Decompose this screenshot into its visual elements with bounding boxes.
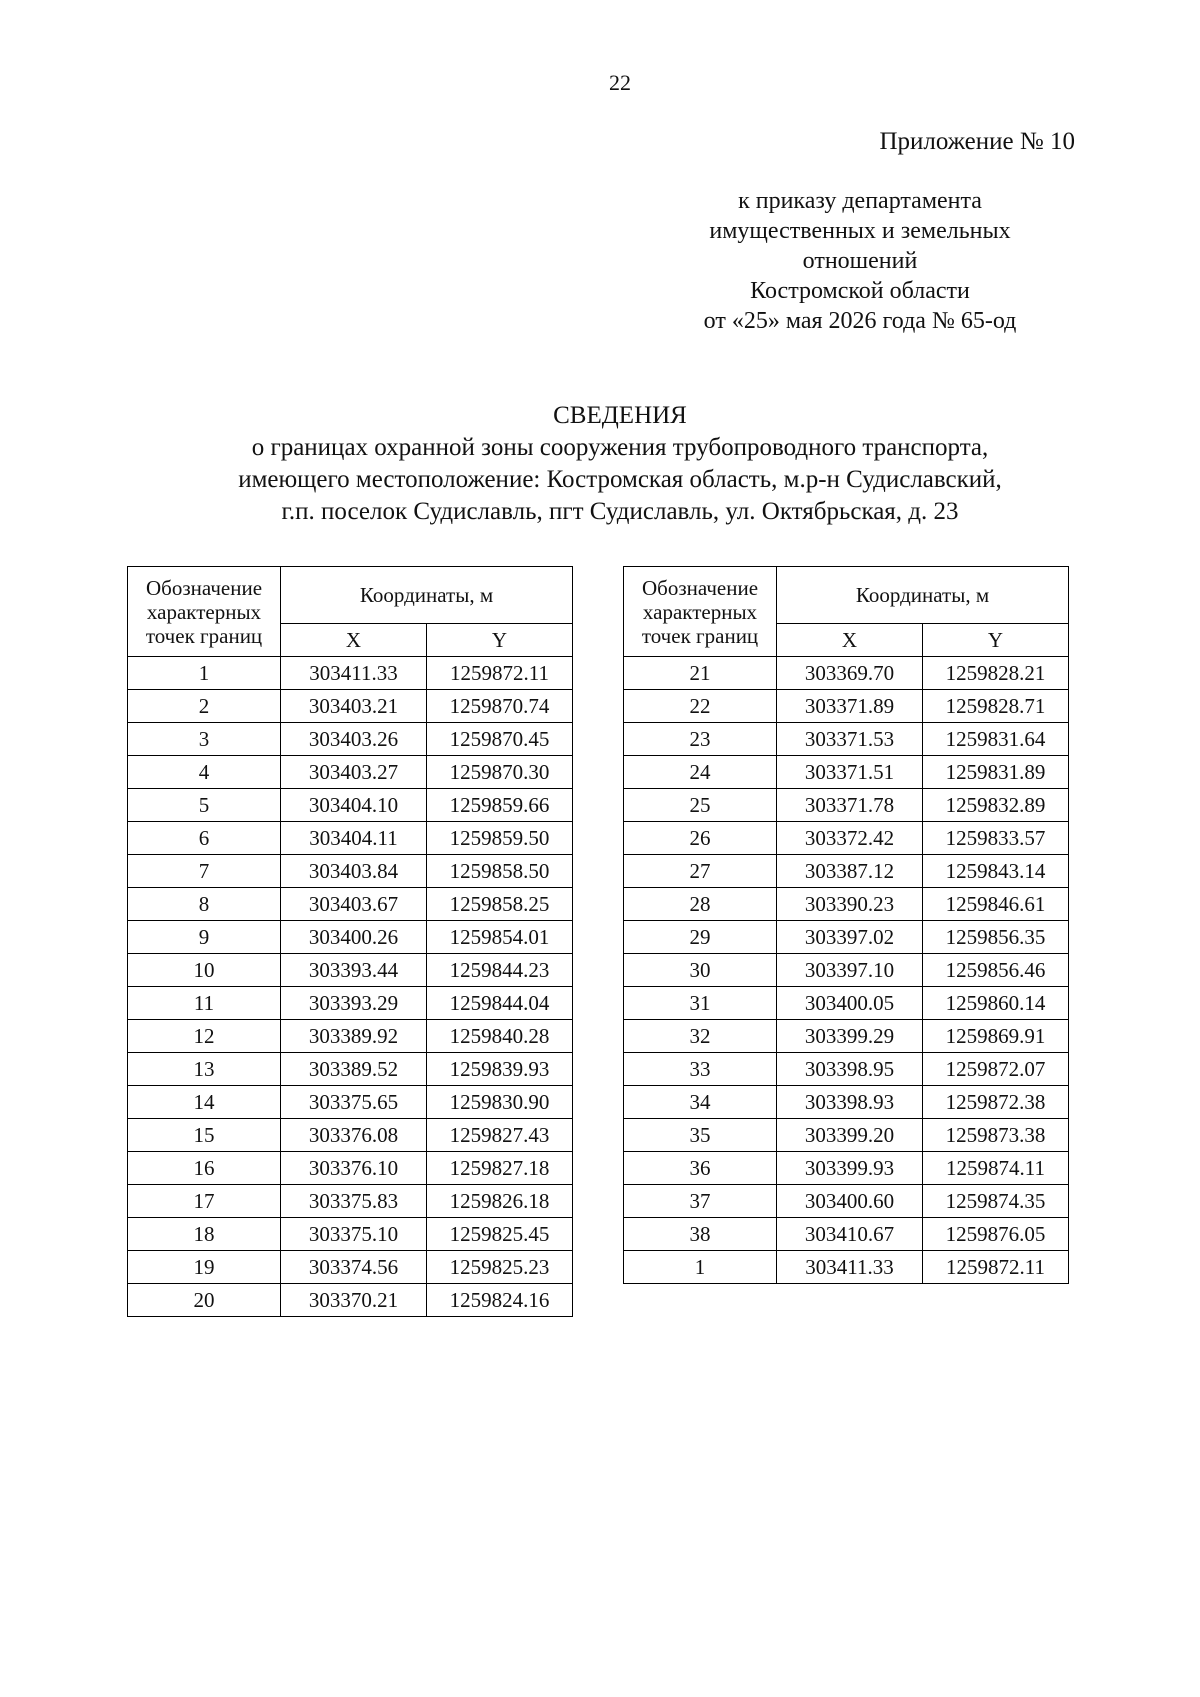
x-column-header: X (281, 624, 427, 657)
x-coordinate-cell: 303403.67 (281, 888, 427, 921)
heading-line: имеющего местоположение: Костромская область, м.р-н Судиславский, (238, 466, 1002, 493)
table-row (128, 954, 573, 987)
x-coordinate-cell: 303375.65 (281, 1086, 427, 1119)
point-number-cell: 23 (624, 723, 777, 756)
y-coordinate-cell: 1259874.35 (923, 1185, 1069, 1218)
x-coordinate-cell: 303403.21 (281, 690, 427, 723)
x-coordinate-cell: 303397.10 (777, 954, 923, 987)
x-coordinate-cell: 303397.02 (777, 921, 923, 954)
table-row (128, 1218, 573, 1251)
heading-line: о границах охранной зоны сооружения трубопроводного транспорта, (251, 434, 989, 461)
x-coordinate-cell: 303400.05 (777, 987, 923, 1020)
point-number-cell: 18 (128, 1218, 281, 1251)
y-coordinate-cell: 1259844.04 (427, 987, 573, 1020)
point-number-cell: 35 (624, 1119, 777, 1152)
point-number-cell: 6 (128, 822, 281, 855)
table-row (128, 690, 573, 723)
y-coordinate-cell: 1259870.30 (427, 756, 573, 789)
point-number-cell: 2 (128, 690, 281, 723)
point-number-cell: 26 (624, 822, 777, 855)
point-column-header: Обозначение характерных точек границ (128, 567, 281, 657)
point-number-cell: 20 (128, 1284, 281, 1317)
y-coordinate-cell: 1259843.14 (923, 855, 1069, 888)
point-number-cell: 34 (624, 1086, 777, 1119)
heading-line: г.п. поселок Судиславль, пгт Судиславль, ул. Октябрьская, д. 23 (281, 498, 959, 525)
table-row (128, 921, 573, 954)
point-number-cell: 13 (128, 1053, 281, 1086)
table-row (128, 855, 573, 888)
x-coordinate-cell: 303399.29 (777, 1020, 923, 1053)
table-row (128, 1185, 573, 1218)
x-coordinate-cell: 303393.29 (281, 987, 427, 1020)
y-coordinate-cell: 1259872.07 (923, 1053, 1069, 1086)
x-coordinate-cell: 303374.56 (281, 1251, 427, 1284)
order-ref-line: Костромской области (750, 278, 970, 304)
y-coordinate-cell: 1259874.11 (923, 1152, 1069, 1185)
y-column-header: Y (923, 624, 1069, 657)
table-row (128, 1053, 573, 1086)
table-row (624, 1053, 1069, 1086)
order-ref-line: имущественных и земельных (709, 218, 1011, 244)
x-coordinate-cell: 303400.26 (281, 921, 427, 954)
x-coordinate-cell: 303400.60 (777, 1185, 923, 1218)
point-number-cell: 36 (624, 1152, 777, 1185)
table-row (128, 888, 573, 921)
point-number-cell: 10 (128, 954, 281, 987)
y-coordinate-cell: 1259831.64 (923, 723, 1069, 756)
order-ref-line: от «25» мая 2026 года № 65-од (703, 308, 1017, 334)
x-coordinate-cell: 303375.10 (281, 1218, 427, 1251)
x-coordinate-cell: 303387.12 (777, 855, 923, 888)
y-coordinate-cell: 1259827.43 (427, 1119, 573, 1152)
point-number-cell: 3 (128, 723, 281, 756)
point-number-cell: 31 (624, 987, 777, 1020)
point-number-cell: 4 (128, 756, 281, 789)
table-row (128, 756, 573, 789)
table-row (624, 657, 1069, 690)
y-coordinate-cell: 1259858.25 (427, 888, 573, 921)
coordinates-column-header: Координаты, м (281, 567, 573, 624)
table-row (128, 723, 573, 756)
table-row (624, 1119, 1069, 1152)
table-row (128, 789, 573, 822)
point-number-cell: 9 (128, 921, 281, 954)
table-row (128, 987, 573, 1020)
x-coordinate-cell: 303404.11 (281, 822, 427, 855)
x-coordinate-cell: 303369.70 (777, 657, 923, 690)
y-coordinate-cell: 1259854.01 (427, 921, 573, 954)
table-row (624, 888, 1069, 921)
table-row (624, 1086, 1069, 1119)
table-row (128, 1020, 573, 1053)
x-coordinate-cell: 303403.84 (281, 855, 427, 888)
x-coordinate-cell: 303371.51 (777, 756, 923, 789)
point-number-cell: 1 (128, 657, 281, 690)
y-coordinate-cell: 1259860.14 (923, 987, 1069, 1020)
coordinates-column-header: Координаты, м (777, 567, 1069, 624)
x-coordinate-cell: 303371.89 (777, 690, 923, 723)
point-number-cell: 22 (624, 690, 777, 723)
x-coordinate-cell: 303376.08 (281, 1119, 427, 1152)
y-coordinate-cell: 1259828.71 (923, 690, 1069, 723)
y-coordinate-cell: 1259832.89 (923, 789, 1069, 822)
point-number-cell: 25 (624, 789, 777, 822)
y-coordinate-cell: 1259840.28 (427, 1020, 573, 1053)
order-ref-line: к приказу департамента (738, 188, 982, 214)
point-column-header: Обозначение характерных точек границ (624, 567, 777, 657)
point-number-cell: 29 (624, 921, 777, 954)
y-coordinate-cell: 1259833.57 (923, 822, 1069, 855)
x-coordinate-cell: 303393.44 (281, 954, 427, 987)
point-number-cell: 28 (624, 888, 777, 921)
point-number-cell: 12 (128, 1020, 281, 1053)
x-coordinate-cell: 303372.42 (777, 822, 923, 855)
y-coordinate-cell: 1259856.35 (923, 921, 1069, 954)
point-number-cell: 38 (624, 1218, 777, 1251)
y-coordinate-cell: 1259830.90 (427, 1086, 573, 1119)
table-row (624, 1185, 1069, 1218)
point-number-cell: 33 (624, 1053, 777, 1086)
table-row (128, 657, 573, 690)
point-number-cell: 16 (128, 1152, 281, 1185)
table-row (128, 1086, 573, 1119)
table-row (624, 1152, 1069, 1185)
x-coordinate-cell: 303389.92 (281, 1020, 427, 1053)
x-coordinate-cell: 303371.78 (777, 789, 923, 822)
coordinates-table-right (623, 566, 1069, 1284)
x-coordinate-cell: 303389.52 (281, 1053, 427, 1086)
point-number-cell: 24 (624, 756, 777, 789)
table-row (624, 1218, 1069, 1251)
table-row (624, 789, 1069, 822)
x-coordinate-cell: 303403.26 (281, 723, 427, 756)
x-column-header: X (777, 624, 923, 657)
x-coordinate-cell: 303375.83 (281, 1185, 427, 1218)
table-body (128, 657, 573, 1317)
point-number-cell: 32 (624, 1020, 777, 1053)
table-row (624, 723, 1069, 756)
y-coordinate-cell: 1259870.45 (427, 723, 573, 756)
x-coordinate-cell: 303411.33 (281, 657, 427, 690)
y-coordinate-cell: 1259828.21 (923, 657, 1069, 690)
y-coordinate-cell: 1259827.18 (427, 1152, 573, 1185)
document-heading (0, 400, 1200, 528)
y-coordinate-cell: 1259859.50 (427, 822, 573, 855)
table-row (128, 1119, 573, 1152)
table-row (624, 1251, 1069, 1284)
y-coordinate-cell: 1259872.11 (427, 657, 573, 690)
table-row (128, 1152, 573, 1185)
x-coordinate-cell: 303403.27 (281, 756, 427, 789)
point-number-cell: 11 (128, 987, 281, 1020)
table-row (624, 690, 1069, 723)
y-coordinate-cell: 1259873.38 (923, 1119, 1069, 1152)
table-body (624, 657, 1069, 1284)
order-reference (610, 186, 1110, 336)
table-row (624, 987, 1069, 1020)
point-number-cell: 17 (128, 1185, 281, 1218)
point-number-cell: 21 (624, 657, 777, 690)
point-number-cell: 1 (624, 1251, 777, 1284)
y-coordinate-cell: 1259876.05 (923, 1218, 1069, 1251)
table-row (128, 1284, 573, 1317)
x-coordinate-cell: 303398.95 (777, 1053, 923, 1086)
table-row (624, 1020, 1069, 1053)
point-number-cell: 30 (624, 954, 777, 987)
x-coordinate-cell: 303410.67 (777, 1218, 923, 1251)
y-coordinate-cell: 1259825.23 (427, 1251, 573, 1284)
y-coordinate-cell: 1259826.18 (427, 1185, 573, 1218)
y-coordinate-cell: 1259858.50 (427, 855, 573, 888)
x-coordinate-cell: 303371.53 (777, 723, 923, 756)
point-number-cell: 7 (128, 855, 281, 888)
point-number-cell: 37 (624, 1185, 777, 1218)
x-coordinate-cell: 303370.21 (281, 1284, 427, 1317)
x-coordinate-cell: 303399.20 (777, 1119, 923, 1152)
table-row (624, 822, 1069, 855)
point-number-cell: 5 (128, 789, 281, 822)
table-row (128, 822, 573, 855)
x-coordinate-cell: 303411.33 (777, 1251, 923, 1284)
y-coordinate-cell: 1259846.61 (923, 888, 1069, 921)
table-row (624, 756, 1069, 789)
appendix-title: Приложение № 10 (879, 128, 1075, 155)
point-number-cell: 14 (128, 1086, 281, 1119)
y-coordinate-cell: 1259872.11 (923, 1251, 1069, 1284)
y-coordinate-cell: 1259859.66 (427, 789, 573, 822)
order-ref-line: отношений (802, 248, 918, 274)
table-row (624, 855, 1069, 888)
point-number-cell: 15 (128, 1119, 281, 1152)
y-coordinate-cell: 1259856.46 (923, 954, 1069, 987)
x-coordinate-cell: 303376.10 (281, 1152, 427, 1185)
x-coordinate-cell: 303398.93 (777, 1086, 923, 1119)
coordinates-table-left (127, 566, 573, 1317)
y-coordinate-cell: 1259869.91 (923, 1020, 1069, 1053)
x-coordinate-cell: 303399.93 (777, 1152, 923, 1185)
x-coordinate-cell: 303404.10 (281, 789, 427, 822)
y-coordinate-cell: 1259825.45 (427, 1218, 573, 1251)
table-row (624, 921, 1069, 954)
table-row (128, 1251, 573, 1284)
x-coordinate-cell: 303390.23 (777, 888, 923, 921)
point-number-cell: 8 (128, 888, 281, 921)
table-row (624, 954, 1069, 987)
y-coordinate-cell: 1259870.74 (427, 690, 573, 723)
y-coordinate-cell: 1259824.16 (427, 1284, 573, 1317)
page-number: 22 (609, 70, 631, 95)
y-coordinate-cell: 1259839.93 (427, 1053, 573, 1086)
point-number-cell: 27 (624, 855, 777, 888)
y-coordinate-cell: 1259844.23 (427, 954, 573, 987)
y-coordinate-cell: 1259872.38 (923, 1086, 1069, 1119)
y-coordinate-cell: 1259831.89 (923, 756, 1069, 789)
document-title: СВЕДЕНИЯ (553, 402, 687, 429)
point-number-cell: 19 (128, 1251, 281, 1284)
y-column-header: Y (427, 624, 573, 657)
